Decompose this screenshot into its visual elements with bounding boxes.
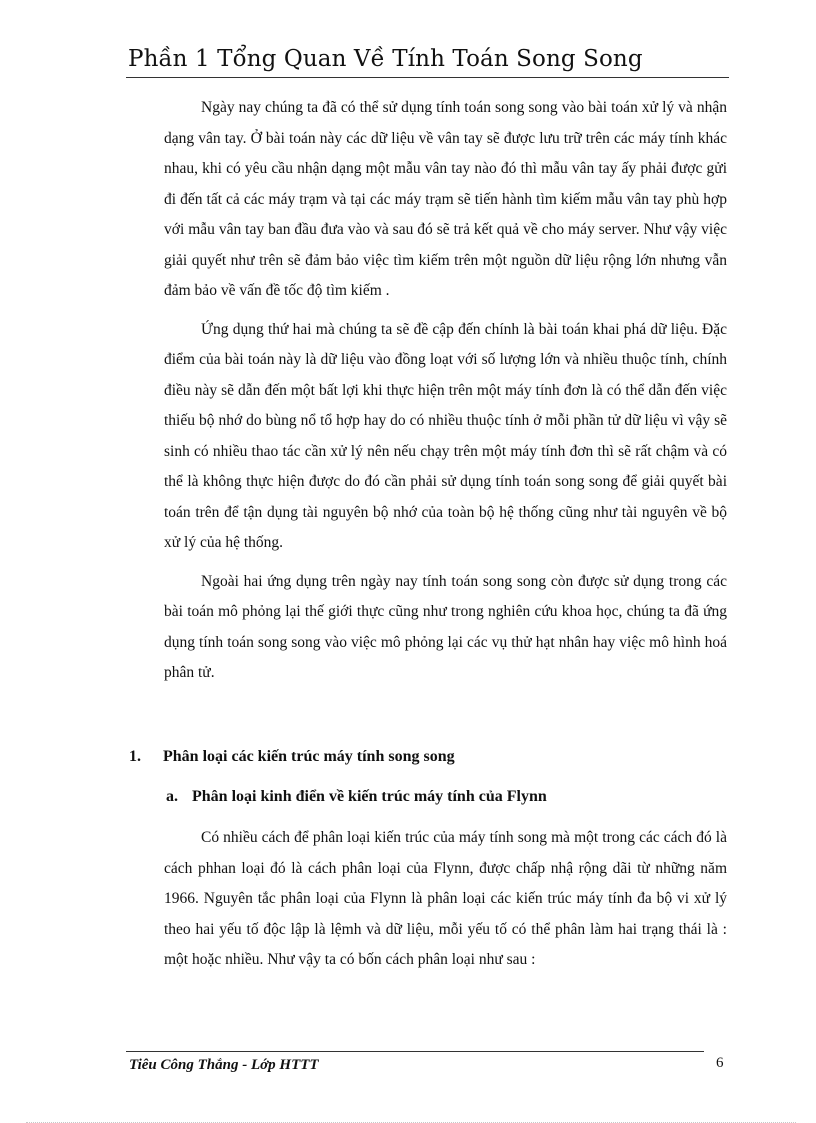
subsection-title: Phân loại kinh điển về kiến trúc máy tính của Flynn — [192, 788, 547, 805]
section-heading-1 — [129, 748, 729, 766]
body-text-bottom — [164, 823, 727, 984]
page-header-title: Phần 1 Tổng Quan Về Tính Toán Song Song — [128, 46, 643, 72]
subsection-letter: a. — [166, 788, 178, 805]
body-text-top — [164, 93, 727, 697]
subsection-heading-a — [166, 788, 766, 806]
footer-divider — [126, 1051, 704, 1052]
page-number: 6 — [716, 1055, 724, 1071]
paragraph-data-mining: Ứng dụng thứ hai mà chúng ta sẽ đề cập đến chính là bài toán khai phá dữ liệu. Đặc điểm của bài toán này là dữ liệu vào đồng loạt với số lượng lớn và nhiều thuộc tính, chính điều này sẽ dẫn đến một bất lợi khi thực hiện trên một máy tính đơn là có thể dẫn đến việc thiếu bộ nhớ do bùng nổ tổ hợp hay do có nhiều thuộc tính ở mỗi phần tử dữ liệu vì vậy sẽ sinh có nhiều thao tác cần xử lý nên nếu chạy trên một máy tính đơn thì sẽ rất chậm và có thể là không thực hiện được do đó cần phải sử dụng tính toán song song để giải quyết bài toán trên để tận dụng tài nguyên bộ nhớ của toàn bộ hệ thống cũng như tài nguyên về bộ xử lý của hệ thống. — [164, 320, 727, 551]
section-title: Phân loại các kiến trúc máy tính song song — [163, 748, 455, 765]
paragraph-fingerprint: Ngày nay chúng ta đã có thể sử dụng tính toán song song vào bài toán xử lý và nhận dạng vân tay. Ở bài toán này các dữ liệu về vân tay sẽ được lưu trữ trên các máy tính khác nhau, khi có yêu cầu nhận dạng một mẫu vân tay nào đó thì mẫu vân tay ấy phải được gửi đi đến tất cả các máy trạm và tại các máy trạm sẽ tiến hành tìm kiếm mẫu vân tay phù hợp với mẫu vân tay ban đầu đưa vào và sau đó sẽ trả kết quả về cho máy server. Như vậy việc giải quyết như trên sẽ đảm bảo việc tìm kiếm trên một nguồn dữ liệu rộng lớn nhưng vẫn đảm bảo về vấn đề tốc độ tìm kiếm . — [164, 99, 727, 299]
paragraph-simulation: Ngoài hai ứng dụng trên ngày nay tính toán song song còn được sử dụng trong các bài toán mô phỏng lại thế giới thực cũng như trong nghiên cứu khoa học, chúng ta đã ứng dụng tính toán song song vào việc mô phỏng lại các vụ thử hạt nhân hay việc mô hình hoá phân tử. — [164, 572, 727, 681]
section-number: 1. — [129, 748, 141, 765]
paragraph-flynn: Có nhiều cách để phân loại kiến trúc của máy tính song mà một trong các cách đó là cách phhan loại đó là cách phân loại của Flynn, được chấp nhậ rộng dãi từ những năm 1966. Nguyên tắc phân loại của Flynn là phân loại các kiến trúc máy tính đa bộ vi xử lý theo hai yếu tố độc lập là lệmh và dữ liệu, mỗi yếu tố có thể phân làm hai trạng thái là : một hoặc nhiều. Như vậy ta có bốn cách phân loại như sau : — [164, 829, 727, 968]
header-divider — [126, 77, 729, 78]
footer-author: Tiêu Công Thắng - Lớp HTTT — [129, 1057, 319, 1073]
